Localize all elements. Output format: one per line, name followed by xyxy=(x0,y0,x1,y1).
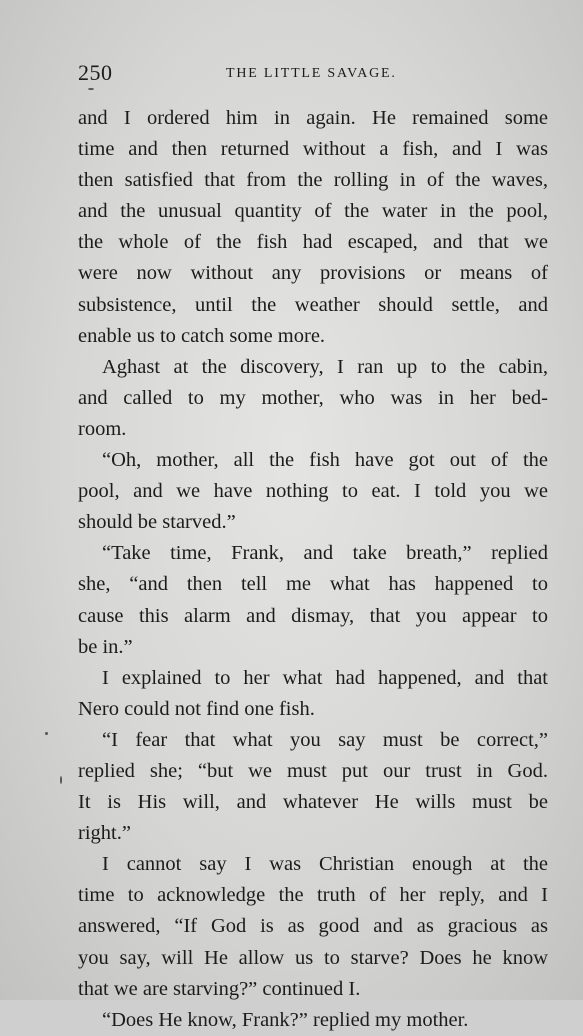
text-line: “Oh, mother, all the fish have got out of the xyxy=(102,449,548,472)
text-line: room. xyxy=(78,417,127,440)
text-line: right.” xyxy=(78,822,131,845)
text-line: you say, will He allow us to starve? Does he know xyxy=(78,946,548,969)
text-line: time and then returned without a fish, and I was xyxy=(78,138,548,161)
text-line: should be starved.” xyxy=(78,511,236,534)
text-line: replied she; “but we must put our trust in God. xyxy=(78,759,548,782)
text-line: It is His will, and whatever He wills must be xyxy=(78,791,548,814)
text-line: I explained to her what had happened, and that xyxy=(102,666,548,689)
text-line: subsistence, until the weather should settle, and xyxy=(78,293,548,316)
text-line: time to acknowledge the truth of her reply, and I xyxy=(78,884,548,907)
text-line: “I fear that what you say must be correct,” xyxy=(102,728,548,751)
text-line: “Does He know, Frank?” replied my mother. xyxy=(102,1008,469,1031)
text-line: then satisfied that from the rolling in of the waves, xyxy=(78,169,548,192)
edge-speck xyxy=(60,776,62,784)
text-line: and called to my mother, who was in her bed- xyxy=(78,386,548,409)
text-line: Aghast at the discovery, I ran up to the cabin, xyxy=(102,355,548,378)
text-line: that we are starving?” continued I. xyxy=(78,977,361,1000)
body-text xyxy=(78,103,548,1036)
text-line: the whole of the fish had escaped, and that we xyxy=(78,231,548,254)
text-line: cause this alarm and dismay, that you appear to xyxy=(78,604,548,627)
text-line: “Take time, Frank, and take breath,” replied xyxy=(102,542,548,565)
text-line: pool, and we have nothing to eat. I told you we xyxy=(78,480,548,503)
text-line: and the unusual quantity of the water in the pool, xyxy=(78,200,548,223)
page-header xyxy=(78,60,548,90)
text-line: enable us to catch some more. xyxy=(78,324,326,347)
text-line: be in.” xyxy=(78,635,133,658)
text-line: Nero could not find one fish. xyxy=(78,697,315,720)
edge-speck xyxy=(88,88,94,90)
text-line: answered, “If God is as good and as gracious as xyxy=(78,915,548,938)
edge-speck xyxy=(45,732,48,735)
running-title: THE LITTLE SAVAGE. xyxy=(226,66,397,81)
page-number: 250 xyxy=(78,60,113,85)
text-line: I cannot say I was Christian enough at the xyxy=(102,853,548,876)
text-line: were now without any provisions or means of xyxy=(78,262,548,285)
text-line: and I ordered him in again. He remained some xyxy=(78,107,548,129)
text-line: she, “and then tell me what has happened to xyxy=(78,573,548,596)
